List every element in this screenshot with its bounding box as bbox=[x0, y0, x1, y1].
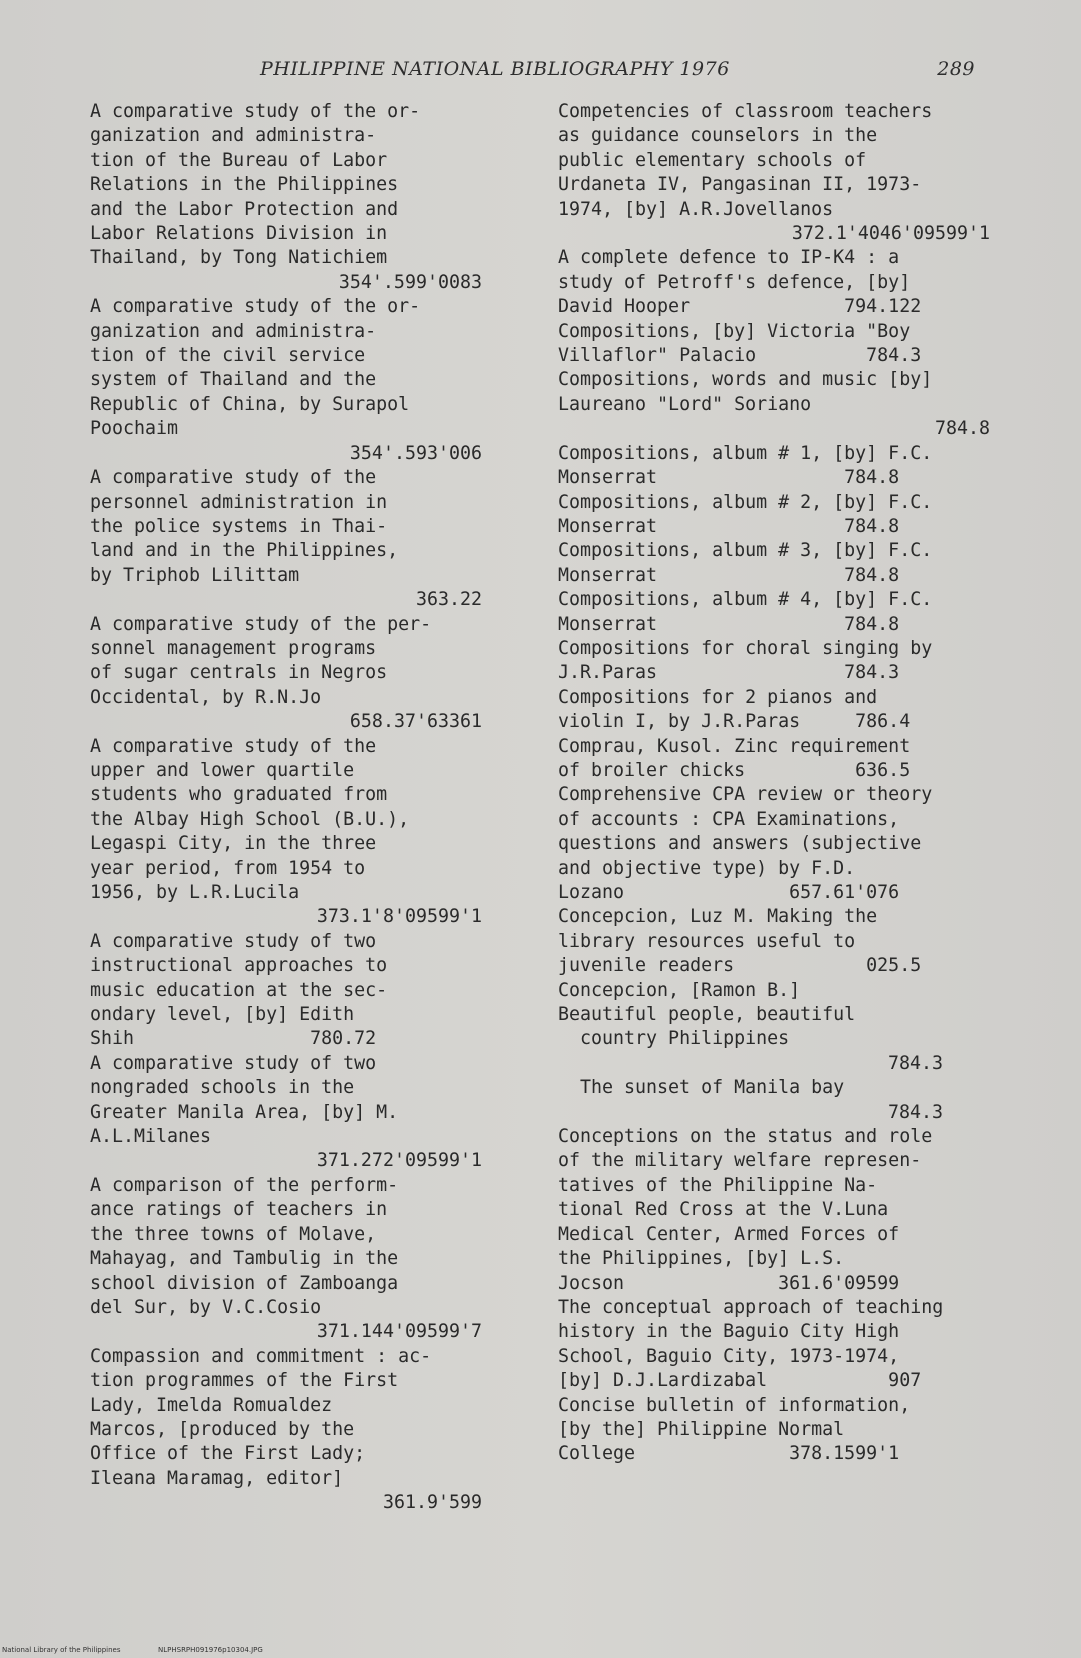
bibliography-entry bbox=[90, 1174, 490, 1345]
entry-line: A comparative study of the bbox=[90, 735, 377, 757]
entry-line: tional Red Cross at the V.Luna bbox=[558, 1199, 889, 1221]
entry-line: Lozano 657.61'076 bbox=[558, 882, 900, 903]
bibliography-entry bbox=[558, 1394, 998, 1467]
entry-line: Laureano "Lord" Soriano bbox=[558, 393, 812, 415]
entry-line: Jocson 361.6'09599 bbox=[558, 1272, 900, 1294]
entry-line: del Sur, by V.C.Cosio bbox=[90, 1296, 322, 1318]
entry-line: Compositions, words and music [by] bbox=[558, 369, 933, 391]
entry-line: The sunset of Manila bay bbox=[580, 1077, 845, 1099]
bibliography-entry bbox=[90, 1345, 490, 1516]
entry-line: J.R.Paras 784.3 bbox=[558, 662, 900, 684]
bibliography-entry bbox=[90, 930, 490, 1052]
entry-line: Compassion and commitment : ac- bbox=[90, 1345, 432, 1367]
entry-line: personnel administration in bbox=[90, 491, 388, 513]
entry-line: the police systems in Thai- bbox=[90, 515, 388, 537]
entry-line: the Albay High School (B.U.), bbox=[90, 808, 410, 830]
call-number: 373.1'8'09599'1 bbox=[316, 906, 482, 928]
entry-line: Competencies of classroom teachers bbox=[558, 101, 933, 122]
bibliography-entry bbox=[90, 295, 490, 466]
entry-line: of broiler chicks 636.5 bbox=[558, 759, 911, 781]
entry-line: Ileana Maramag, editor] bbox=[90, 1467, 344, 1489]
entry-line: ance ratings of teachers in bbox=[90, 1199, 388, 1221]
entry-line: Monserrat 784.8 bbox=[558, 613, 900, 635]
entry-line: Compositions for choral singing by bbox=[558, 637, 933, 659]
entry-line: A comparative study of the or- bbox=[90, 296, 421, 318]
footer-library: National Library of the Philippines bbox=[2, 1646, 121, 1654]
bibliography-entry bbox=[90, 100, 490, 295]
entry-line: Conceptions on the status and role bbox=[558, 1126, 933, 1148]
entry-line: of accounts : CPA Examinations, bbox=[558, 808, 900, 830]
entry-line: David Hooper 794.122 bbox=[558, 296, 922, 318]
bibliography-entry bbox=[558, 368, 998, 441]
bibliography-entry bbox=[90, 1052, 490, 1174]
right-column bbox=[558, 100, 998, 1467]
entry-line: instructional approaches to bbox=[90, 955, 388, 977]
entry-line: tion programmes of the First bbox=[90, 1370, 399, 1392]
entry-line: the three towns of Molave, bbox=[90, 1223, 377, 1245]
entry-line: Concepcion, Luz M. Making the bbox=[558, 906, 878, 928]
entry-line: sonnel management programs bbox=[90, 637, 377, 659]
entry-line: history in the Baguio City High bbox=[558, 1321, 900, 1343]
entry-line: Villaflor" Palacio 784.3 bbox=[558, 345, 922, 367]
entry-line: ondary level, [by] Edith bbox=[90, 1004, 355, 1026]
bibliography-entry bbox=[558, 100, 998, 246]
entry-line: Occidental, by R.N.Jo bbox=[90, 686, 322, 708]
call-number: 784.8 bbox=[934, 418, 990, 440]
entry-line: A complete defence to IP-K4 : a bbox=[558, 247, 900, 269]
entry-line: Concise bulletin of information, bbox=[558, 1394, 911, 1416]
entry-line: A comparative study of the or- bbox=[90, 101, 421, 122]
entry-line: Beautiful people, beautiful bbox=[558, 1004, 856, 1026]
entry-line: Compositions, album # 4, [by] F.C. bbox=[558, 589, 933, 611]
entry-line: College 378.1599'1 bbox=[558, 1443, 900, 1465]
bibliography-entry bbox=[558, 246, 998, 319]
entry-line: of sugar centrals in Negros bbox=[90, 662, 388, 684]
bibliography-entry bbox=[558, 588, 998, 637]
entry-line: school division of Zamboanga bbox=[90, 1272, 399, 1294]
bibliography-entry bbox=[558, 979, 998, 1077]
entry-line: Thailand, by Tong Natichiem bbox=[90, 247, 388, 269]
entry-line: Compositions, album # 3, [by] F.C. bbox=[558, 540, 933, 562]
bibliography-entry bbox=[558, 735, 998, 784]
entry-line: juvenile readers 025.5 bbox=[558, 955, 922, 977]
entry-line: Labor Relations Division in bbox=[90, 223, 388, 245]
entry-line: A comparative study of two bbox=[90, 1052, 377, 1074]
entry-line: Greater Manila Area, [by] M. bbox=[90, 1101, 399, 1123]
call-number: 371.144'09599'7 bbox=[316, 1321, 482, 1343]
entry-line: Medical Center, Armed Forces of bbox=[558, 1223, 900, 1245]
call-number: 372.1'4046'09599'1 bbox=[791, 223, 990, 245]
entry-line: tion of the civil service bbox=[90, 345, 366, 367]
entry-line: A comparison of the perform- bbox=[90, 1174, 399, 1196]
call-number: 371.272'09599'1 bbox=[316, 1150, 482, 1172]
entry-line: Office of the First Lady; bbox=[90, 1443, 366, 1465]
entry-line: ganization and administra- bbox=[90, 320, 377, 342]
call-number: 361.9'599 bbox=[382, 1492, 482, 1514]
entry-line: study of Petroff's defence, [by] bbox=[558, 271, 911, 293]
call-number: 363.22 bbox=[415, 589, 482, 611]
bibliography-entry bbox=[558, 539, 998, 588]
entry-line: Urdaneta IV, Pangasinan II, 1973- bbox=[558, 174, 922, 196]
entry-line: A comparative study of the bbox=[90, 467, 377, 489]
entry-line: nongraded schools in the bbox=[90, 1077, 355, 1099]
left-column bbox=[90, 100, 490, 1516]
bibliography-entry bbox=[90, 466, 490, 612]
entry-line: Republic of China, by Surapol bbox=[90, 393, 410, 415]
entry-line: Shih 780.72 bbox=[90, 1028, 377, 1050]
entry-line: tatives of the Philippine Na- bbox=[558, 1174, 878, 1196]
bibliography-entry bbox=[558, 1296, 998, 1394]
bibliography-entry bbox=[558, 442, 998, 491]
bibliography-entry bbox=[558, 905, 998, 978]
entry-line: students who graduated from bbox=[90, 784, 388, 806]
entry-line: Comprehensive CPA review or theory bbox=[558, 784, 933, 806]
entry-line: Compositions, album # 2, [by] F.C. bbox=[558, 491, 933, 513]
entry-line: system of Thailand and the bbox=[90, 369, 377, 391]
entry-line: The conceptual approach of teaching bbox=[558, 1296, 944, 1318]
entry-line: ganization and administra- bbox=[90, 125, 377, 147]
entry-line: year period, from 1954 to bbox=[90, 857, 366, 879]
entry-line: Concepcion, [Ramon B.] bbox=[558, 979, 801, 1001]
bibliography-entry bbox=[558, 320, 998, 369]
call-number: 784.3 bbox=[887, 1101, 943, 1123]
entry-line: [by the] Philippine Normal bbox=[558, 1418, 845, 1440]
entry-line: country Philippines bbox=[558, 1028, 790, 1050]
footer-filename: NLPHSRPH091976p10304.JPG bbox=[158, 1646, 263, 1654]
page-number: 289 bbox=[937, 58, 975, 80]
entry-line: Comprau, Kusol. Zinc requirement bbox=[558, 735, 911, 757]
entry-line: [by] D.J.Lardizabal 907 bbox=[558, 1370, 922, 1392]
bibliography-entry bbox=[558, 637, 998, 686]
entry-line: as guidance counselors in the bbox=[558, 125, 878, 147]
entry-line: Monserrat 784.8 bbox=[558, 564, 900, 586]
entry-line: violin I, by J.R.Paras 786.4 bbox=[558, 711, 911, 733]
entry-line: and objective type) by F.D. bbox=[558, 857, 856, 879]
bibliography-entry bbox=[558, 1125, 998, 1296]
call-number: 658.37'63361 bbox=[349, 711, 482, 733]
entry-line: Compositions for 2 pianos and bbox=[558, 686, 878, 708]
entry-line: public elementary schools of bbox=[558, 149, 867, 171]
entry-line: Compositions, album # 1, [by] F.C. bbox=[558, 442, 933, 464]
entry-line: tion of the Bureau of Labor bbox=[90, 149, 388, 171]
call-number: 354'.593'006 bbox=[349, 442, 482, 464]
entry-line: of the military welfare represen- bbox=[558, 1150, 922, 1172]
entry-line: School, Baguio City, 1973-1974, bbox=[558, 1345, 900, 1367]
entry-line: Poochaim bbox=[90, 418, 179, 440]
entry-line: by Triphob Lilittam bbox=[90, 564, 300, 586]
entry-line: Compositions, [by] Victoria "Boy bbox=[558, 320, 911, 342]
entry-line: A comparative study of the per- bbox=[90, 613, 432, 635]
bibliography-entry bbox=[90, 735, 490, 930]
bibliography-entry bbox=[558, 1076, 998, 1125]
call-number: 354'.599'0083 bbox=[338, 271, 482, 293]
entry-line: music education at the sec- bbox=[90, 979, 388, 1001]
entry-line: land and in the Philippines, bbox=[90, 540, 399, 562]
entry-line: Legaspi City, in the three bbox=[90, 833, 377, 855]
entry-line: 1956, by L.R.Lucila bbox=[90, 882, 300, 903]
running-title: PHILIPPINE NATIONAL BIBLIOGRAPHY 1976 bbox=[260, 58, 730, 80]
entry-line: Lady, Imelda Romualdez bbox=[90, 1394, 333, 1416]
bibliography-entry bbox=[558, 686, 998, 735]
entry-line: A.L.Milanes bbox=[90, 1126, 212, 1148]
entry-line: the Philippines, [by] L.S. bbox=[558, 1248, 845, 1270]
bibliography-entry bbox=[90, 613, 490, 735]
entry-line: Mahayag, and Tambulig in the bbox=[90, 1248, 399, 1270]
entry-line: Monserrat 784.8 bbox=[558, 515, 900, 537]
bibliography-entry bbox=[558, 783, 998, 905]
entry-line: Marcos, [produced by the bbox=[90, 1418, 355, 1440]
entry-line: Relations in the Philippines bbox=[90, 174, 399, 196]
call-number: 784.3 bbox=[887, 1052, 943, 1074]
entry-line: library resources useful to bbox=[558, 930, 856, 952]
entry-line: upper and lower quartile bbox=[90, 759, 355, 781]
bibliography-entry bbox=[558, 491, 998, 540]
entry-line: questions and answers (subjective bbox=[558, 833, 922, 855]
page-header bbox=[260, 58, 1000, 88]
entry-line: 1974, [by] A.R.Jovellanos bbox=[558, 198, 834, 220]
entry-line: and the Labor Protection and bbox=[90, 198, 399, 220]
entry-line: Monserrat 784.8 bbox=[558, 467, 900, 489]
scan-footer bbox=[0, 1646, 1081, 1657]
entry-line: A comparative study of two bbox=[90, 930, 377, 952]
